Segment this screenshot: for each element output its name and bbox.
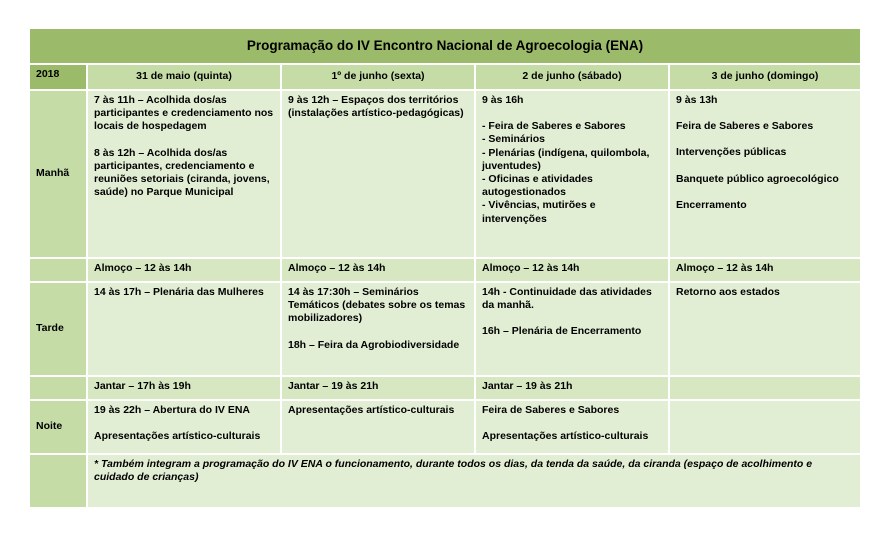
day-header: 2 de junho (sábado) [475, 64, 669, 90]
spacer [482, 107, 662, 120]
meal-entry: Jantar – 19 às 21h [475, 376, 669, 400]
meal-entry: Almoço – 12 às 14h [475, 258, 669, 282]
meal-entry: Almoço – 12 às 14h [281, 258, 475, 282]
spacer [482, 312, 662, 325]
schedule-entry: Apresentações artístico-culturais [94, 430, 261, 443]
meal-entry: Jantar – 17h às 19h [87, 376, 281, 400]
day-header: 3 de junho (domingo) [669, 64, 861, 90]
dinner-row [29, 376, 861, 400]
schedule-entry: 8 às 12h – Acolhida dos/as participantes, credenciamento e reuniões setoriais (ciranda, jovens, saúde) no Parque Municipal [94, 146, 270, 199]
schedule-cell [281, 400, 475, 454]
spacer [676, 186, 854, 199]
schedule-cell [475, 90, 669, 258]
lunch-row [29, 258, 861, 282]
schedule-cell [87, 400, 281, 454]
footnote: * Também integram a programação do IV ENA o funcionamento, durante todos os dias, da tenda da saúde, da ciranda (espaço de acolhimento e cuidado de crianças) [87, 454, 861, 508]
schedule-entry: 14 às 17h – Plenária das Mulheres [94, 286, 264, 298]
schedule-entry: 16h – Plenária de Encerramento [482, 325, 642, 338]
day-header: 1º de junho (sexta) [281, 64, 475, 90]
schedule-entry: Apresentações artístico-culturais [288, 404, 455, 416]
spacer [94, 417, 274, 430]
schedule-entry: Retorno aos estados [676, 286, 780, 298]
schedule-cell [87, 90, 281, 258]
title-row [29, 28, 861, 64]
schedule-cell [281, 90, 475, 258]
meal-entry: Almoço – 12 às 14h [669, 258, 861, 282]
list-item: Encerramento [676, 198, 747, 211]
schedule-cell [475, 400, 669, 454]
year-label: 2018 [29, 64, 87, 90]
list-item: - Seminários [482, 133, 546, 146]
schedule-cell [669, 90, 861, 258]
schedule-cell [281, 282, 475, 376]
period-label-night: Noite [29, 400, 87, 454]
period-label-afternoon: Tarde [29, 282, 87, 376]
schedule-cell [669, 400, 861, 454]
list-item: Banquete público agroecológico [676, 172, 839, 185]
schedule-entry: 14 às 17:30h – Seminários Temáticos (debates sobre os temas mobilizadores) [288, 286, 466, 325]
list-item: - Feira de Saberes e Sabores [482, 120, 626, 133]
schedule-entry: 9 às 12h – Espaços dos territórios (instalações artístico-pedagógicas) [288, 94, 464, 120]
schedule-cell [87, 282, 281, 376]
period-label-lunch [29, 258, 87, 282]
page-title: Programação do IV Encontro Nacional de Agroecologia (ENA) [29, 28, 861, 64]
schedule-entry: 9 às 13h [676, 94, 718, 106]
footnote-row [29, 454, 861, 508]
list-item: - Vivências, mutirões e intervenções [482, 199, 596, 225]
schedule-entry: 18h – Feira da Agrobiodiversidade [288, 338, 460, 351]
schedule-cell [669, 282, 861, 376]
footnote-label [29, 454, 87, 508]
list-item: - Plenárias (indígena, quilombola, juventudes) [482, 146, 650, 172]
schedule-table [28, 27, 862, 509]
night-row [29, 400, 861, 454]
schedule-entry: Feira de Saberes e Sabores [482, 404, 620, 416]
list-item: Feira de Saberes e Sabores [676, 120, 814, 133]
spacer [676, 107, 854, 120]
spacer [676, 160, 854, 173]
spacer [676, 133, 854, 146]
schedule-entry: 14h - Continuidade das atividades da manhã. [482, 286, 652, 312]
schedule-cell [475, 282, 669, 376]
header-row [29, 64, 861, 90]
spacer [94, 134, 274, 147]
schedule-entry: Apresentações artístico-culturais [482, 430, 649, 443]
period-label-dinner [29, 376, 87, 400]
meal-entry: Jantar – 19 às 21h [281, 376, 475, 400]
period-label-morning: Manhã [29, 90, 87, 258]
spacer [288, 326, 468, 339]
meal-entry [669, 376, 861, 400]
schedule-entry: 19 às 22h – Abertura do IV ENA [94, 404, 250, 416]
list-item: Intervenções públicas [676, 146, 787, 159]
schedule-entry: 7 às 11h – Acolhida dos/as participantes e credenciamento nos locais de hospedagem [94, 94, 274, 133]
spacer [482, 417, 662, 430]
morning-row [29, 90, 861, 258]
list-item: - Oficinas e atividades autogestionados [482, 173, 593, 199]
schedule-entry: 9 às 16h [482, 94, 524, 106]
day-header: 31 de maio (quinta) [87, 64, 281, 90]
afternoon-row [29, 282, 861, 376]
meal-entry: Almoço – 12 às 14h [87, 258, 281, 282]
